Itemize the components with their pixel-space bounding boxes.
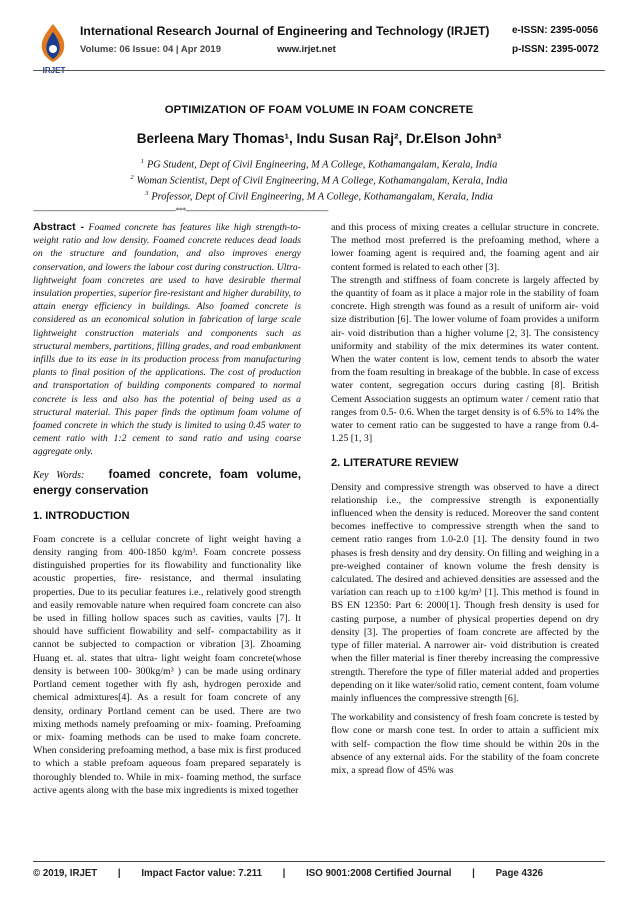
intro-paragraph-1: Foam concrete is a cellular concrete of light weight having a density ranging from 400-1850 kg/m³. Foam concrete possess distinguished properties for its flowability and functionality like acoustic properties, fire- resistance, and thermal insulating properties. Due to its peculiar features i.e., relatively good strength and easily removable nature when required foam concrete can also be used in filling hollow spaces such as cavities, vaults [7]. It should have sufficient flowability and self- compactability as it cannot be subjected to compaction or vibration [3]. Zhoaming Huang et. al. states that ultra- light weight foam concrete(whose density is between 100- 300kg/m³ ) can be made using ordinary Portland cement together with fly ash, hydrogen peroxide and chemical admixtures[4]. As a result for foam concrete of any density, ordinary Portland cement can be used. There are two mixing methods namely prefoaming or mix- foaming. Prefoaming or mix- foaming methods can be used to make foam concrete. When considering prefoaming method, a base mix is first produced to which a stable prefoam aqueous foam prepared separately is thoroughly blended to. While in mix- foaming method, the surface active agents along with the base mix ingredients is mixed together <box>33 533 301 796</box>
right-column <box>331 221 599 777</box>
abstract-text: Foamed concrete has features like high strength-to-weight ratio and low density. Foamed concrete reduces dead loads on the structure and foundation, and also improves energy conservation, and lowers the labour cost during construction. Ultra-lightweight foam concretes are used to have desirable thermal insulation properties, superior fire-resistant and higher durability, to attain energy efficiency in buildings. Also foamed concrete is considered as an economical solution in fabrication of large scale lightweight construction materials and components such as structural members, partitions, filling grades, and road embankment infills due to its ease in its production process from manufacturing plants to final position of the applications. The cost of production and transportation of building components compared to normal concrete is less and also has the potential of being used as a structural material. This paper finds the optimum foam volume of foamed concrete in which the study is limited to using 0.45 water to cement ratio with 1:2 cement to sand ratio and using coarse aggregate only. <box>33 222 301 458</box>
footer-impact-factor: Impact Factor value: 7.211 <box>141 868 262 879</box>
volume-issue: Volume: 06 Issue: 04 | Apr 2019 <box>80 44 221 55</box>
intro-paragraph-3: The strength and stiffness of foam concrete is largely affected by the quantity of foam as it place a major role in the stability of foam concrete. High strength was found as a result of uniform air- void size distribution [6]. The lower volume of foam provides a uniform air- void distribution than a higher volume [2, 3]. The consistency uniformity and stability of the mix determines its water content. When the water content is low, cement tends to absorb the water from the foam resulting in breakage of the bubble. In case of excess water content, segregation occurs during casting [8]. British Cement Association suggests an optimum water / cement ratio that ranges from 0.5- 0.6. When the target density is of 6.5% to 14% the water to cement ratio can be suggested to have a range from 0.4- 1.25 [1, 3] <box>331 274 599 445</box>
irjet-logo-icon <box>33 22 73 68</box>
header-rule <box>33 70 605 71</box>
affiliation-3 <box>0 190 638 202</box>
intro-paragraph-2: and this process of mixing creates a cellular structure in concrete. The method most preferred is the prefoaming method, where a lower foaming agent is required and, the foaming agent and air content formed is related to each other [3]. <box>331 222 599 273</box>
footer-divider: | <box>282 868 286 879</box>
footer-page-number: Page 4326 <box>495 868 543 879</box>
keywords <box>33 467 301 498</box>
footer-copyright: © 2019, IRJET <box>33 868 98 879</box>
section-separator: ---------------------------------------------------------------------***--------------------------------------------------------------------- <box>33 206 329 215</box>
left-column <box>33 221 301 797</box>
literature-paragraph-2: The workability and consistency of fresh foam concrete is tested by flow cone or marsh cone test. In order to attain a sufficient mix with self- compaction the flow time should be within 20s in the absence of any external aids. For the stability of the foam concrete mix, a spread flow of 45% was <box>331 712 599 776</box>
abstract-label: Abstract - <box>33 221 85 233</box>
pissn: p-ISSN: 2395-0072 <box>512 44 599 55</box>
keywords-label: Key Words: <box>33 469 85 481</box>
page-header <box>0 0 638 82</box>
affiliation-2 <box>0 174 638 186</box>
affiliation-number: 3 <box>145 190 149 197</box>
affiliation-number: 2 <box>130 174 134 181</box>
footer-rule <box>33 861 605 862</box>
footer-divider: | <box>472 868 475 879</box>
affiliation-text: PG Student, Dept of Civil Engineering, M A College, Kothamangalam, Kerala, India <box>146 159 498 171</box>
affiliation-text: Woman Scientist, Dept of Civil Engineering, M A College, Kothamangalam, Kerala, India <box>136 175 508 187</box>
section-heading-literature-review: 2. LITERATURE REVIEW <box>331 457 459 470</box>
section-heading-introduction: 1. INTRODUCTION <box>33 509 130 522</box>
eissn: e-ISSN: 2395-0056 <box>512 25 599 36</box>
literature-paragraph-1: Density and compressive strength was observed to have a direct relationship i.e., the compressive strength is exponentially influenced when the density is reduced. Moreover the sand content becomes ineffective to compressive strength when the sand to cement ratio ranges from 1.0-2.0 [1]. The density found in two phases is fresh density and dry density. On filling and weighing in a pre-weighed container of known volume the fresh density is calculated. The desired and achieved densities are assessed and the variation can reach up to ±100 kg/m³ [1]. This method is found in BS EN 12350: Part 6: 2000[1]. Though fresh density is used for casting purpose, a number of physical properties depend on dry density [3]. The properties of foam concrete are affected by the type of filler material. A narrower air- void distribution is created when the filler material is finer thereby increasing the compressive strength. Therefore the type of filler material added and properties depending on it like water/solid ratio, cement content, foam volume mainly influences the compressive strength [6]. <box>331 481 599 704</box>
journal-title: International Research Journal of Engineering and Technology (IRJET) <box>80 24 490 38</box>
paper-title: OPTIMIZATION OF FOAM VOLUME IN FOAM CONCRETE <box>164 104 474 116</box>
affiliation-text: Professor, Dept of Civil Engineering, M A College, Kothamangalam, Kerala, India <box>151 191 493 203</box>
logo-wordmark: IRJET <box>42 66 66 75</box>
affiliation-1 <box>0 158 638 170</box>
footer-iso: ISO 9001:2008 Certified Journal <box>306 868 452 879</box>
page-footer <box>33 868 605 879</box>
affiliation-number: 1 <box>140 158 144 165</box>
journal-website-link[interactable]: www.irjet.net <box>277 44 336 55</box>
paper-authors: Berleena Mary Thomas¹, Indu Susan Raj², Dr.Elson John³ <box>136 131 502 146</box>
keywords-text: foamed concrete, foam volume, energy conservation <box>33 466 302 497</box>
footer-divider: | <box>117 868 121 879</box>
abstract <box>33 221 301 459</box>
